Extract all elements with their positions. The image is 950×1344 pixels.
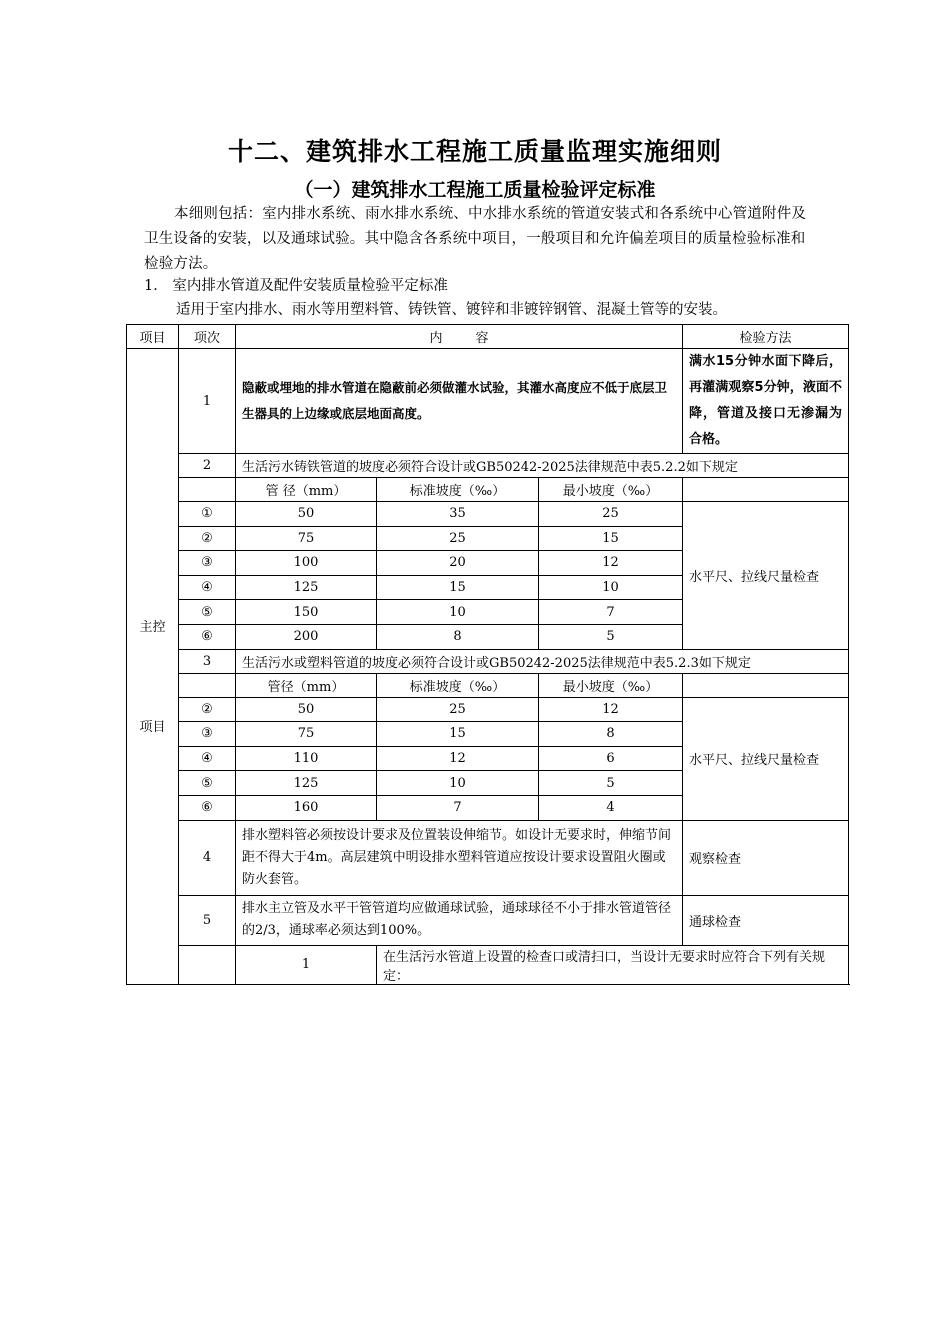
standard-slope: 15: [377, 722, 539, 747]
row-index: ③: [179, 722, 236, 747]
row3-seq: 3: [179, 649, 236, 673]
row4-method: 观察检查: [683, 820, 849, 895]
pipe-diameter: 200: [236, 624, 377, 649]
header-content: 内 容: [236, 325, 683, 349]
standard-slope: 8: [377, 624, 539, 649]
min-slope: 12: [539, 697, 683, 722]
standard-slope: 35: [377, 502, 539, 527]
pipe-diameter: 125: [236, 575, 377, 600]
table-header-row: [127, 325, 849, 349]
row1-content: 隐蔽或埋地的排水管道在隐蔽前必须做灌水试验，其灌水高度应不低于底层卫生器具的上边缘或底层地面高度。: [236, 349, 683, 454]
sub-header-min-slope: 最小坡度（‰）: [539, 478, 683, 502]
sub-header-min-slope: 最小坡度（‰）: [539, 673, 683, 697]
section-heading: 1． 室内排水管道及配件安装质量检验平定标准: [144, 278, 448, 294]
header-method: 检验方法: [683, 325, 849, 349]
row5-method: 通球检查: [683, 895, 849, 945]
min-slope: 8: [539, 722, 683, 747]
row-index: ⑥: [179, 795, 236, 820]
row1-seq: 1: [179, 349, 236, 454]
row-index: ⑥: [179, 624, 236, 649]
table-row: [127, 820, 849, 895]
row-index: ②: [179, 697, 236, 722]
sub-header-standard-slope: 标准坡度（‰）: [377, 673, 539, 697]
standard-slope: 7: [377, 795, 539, 820]
min-slope: 25: [539, 502, 683, 527]
row-index: ④: [179, 746, 236, 771]
sub-header-diameter: 管径（mm）: [236, 673, 377, 697]
standard-slope: 25: [377, 697, 539, 722]
table-row: [127, 454, 849, 478]
table-row: [127, 945, 849, 984]
row3-method: 水平尺、拉线尺量检查: [683, 697, 849, 820]
row-index: ⑤: [179, 771, 236, 796]
row5-content: 排水主立管及水平干管管道均应做通球试验，通球球径不小于排水管道管径的2/3，通球率必须达到100%。: [236, 895, 683, 945]
min-slope: 7: [539, 600, 683, 625]
pipe-diameter: 50: [236, 697, 377, 722]
standard-slope: 10: [377, 600, 539, 625]
standard-slope: 10: [377, 771, 539, 796]
row-index: ②: [179, 526, 236, 551]
main-control-cell: [127, 349, 179, 985]
min-slope: 5: [539, 771, 683, 796]
pipe-diameter: 100: [236, 551, 377, 576]
min-slope: 5: [539, 624, 683, 649]
row1-method: 满水15分钟水面下降后，再灌满观察5分钟，液面不降，管道及接口无渗漏为合格。: [683, 349, 849, 454]
min-slope: 15: [539, 526, 683, 551]
general1-seq: 1: [236, 945, 377, 984]
general-item-cell: [179, 945, 236, 984]
quality-standard-table: [126, 324, 849, 985]
table-row: [127, 697, 849, 722]
sub-header-diameter: 管 径（mm）: [236, 478, 377, 502]
document-subtitle: （一）建筑排水工程施工质量检验评定标准: [294, 179, 656, 201]
table-row: [127, 895, 849, 945]
row3-content: 生活污水或塑料管道的坡度必须符合设计或GB50242-2025法律规范中表5.2.3如下规定: [236, 649, 849, 673]
main-control-label-1: 主控: [139, 620, 166, 635]
pipe-diameter: 110: [236, 746, 377, 771]
row5-seq: 5: [179, 895, 236, 945]
pipe-diameter: 75: [236, 722, 377, 747]
row-index: ③: [179, 551, 236, 576]
pipe-diameter: 75: [236, 526, 377, 551]
table-row: [127, 502, 849, 527]
min-slope: 6: [539, 746, 683, 771]
row3-subheader: [127, 673, 849, 697]
min-slope: 12: [539, 551, 683, 576]
pipe-diameter: 160: [236, 795, 377, 820]
general1-content: 在生活污水管道上设置的检查口或清扫口，当设计无要求时应符合下列有关规定：: [377, 945, 849, 984]
pipe-diameter: 50: [236, 502, 377, 527]
standard-slope: 12: [377, 746, 539, 771]
min-slope: 10: [539, 575, 683, 600]
row2-subheader: [127, 478, 849, 502]
row2-method: 水平尺、拉线尺量检查: [683, 502, 849, 650]
row-index: ⑤: [179, 600, 236, 625]
row4-seq: 4: [179, 820, 236, 895]
min-slope: 4: [539, 795, 683, 820]
row2-seq: 2: [179, 454, 236, 478]
header-item: 项目: [127, 325, 179, 349]
row-index: ④: [179, 575, 236, 600]
document-title: 十二、建筑排水工程施工质量监理实施细则: [227, 137, 722, 166]
intro-paragraph: 本细则包括：室内排水系统、雨水排水系统、中水排水系统的管道安装式和各系统中心管道附件及卫生设备的安装，以及通球试验。其中隐含各系统中项目，一般项目和允许偏差项目的质量检验标准和检验方法。: [144, 206, 807, 272]
row-index: ①: [179, 502, 236, 527]
header-seq: 项次: [179, 325, 236, 349]
standard-slope: 25: [377, 526, 539, 551]
row4-content: 排水塑料管必须按设计要求及位置装设伸缩节。如设计无要求时，伸缩节间距不得大于4m。高层建筑中明设排水塑料管道应按设计要求设置阻火圈或防火套管。: [236, 820, 683, 895]
pipe-diameter: 150: [236, 600, 377, 625]
standard-slope: 20: [377, 551, 539, 576]
row2-content: 生活污水铸铁管道的坡度必须符合设计或GB50242-2025法律规范中表5.2.2如下规定: [236, 454, 849, 478]
main-control-label-2: 项目: [139, 720, 166, 735]
sub-header-standard-slope: 标准坡度（‰）: [377, 478, 539, 502]
table-row: [127, 649, 849, 673]
scope-paragraph: 适用于室内排水、雨水等用塑料管、铸铁管、镀锌和非镀锌钢管、混凝土管等的安装。: [176, 302, 727, 318]
pipe-diameter: 125: [236, 771, 377, 796]
standard-slope: 15: [377, 575, 539, 600]
table-row: [127, 349, 849, 454]
